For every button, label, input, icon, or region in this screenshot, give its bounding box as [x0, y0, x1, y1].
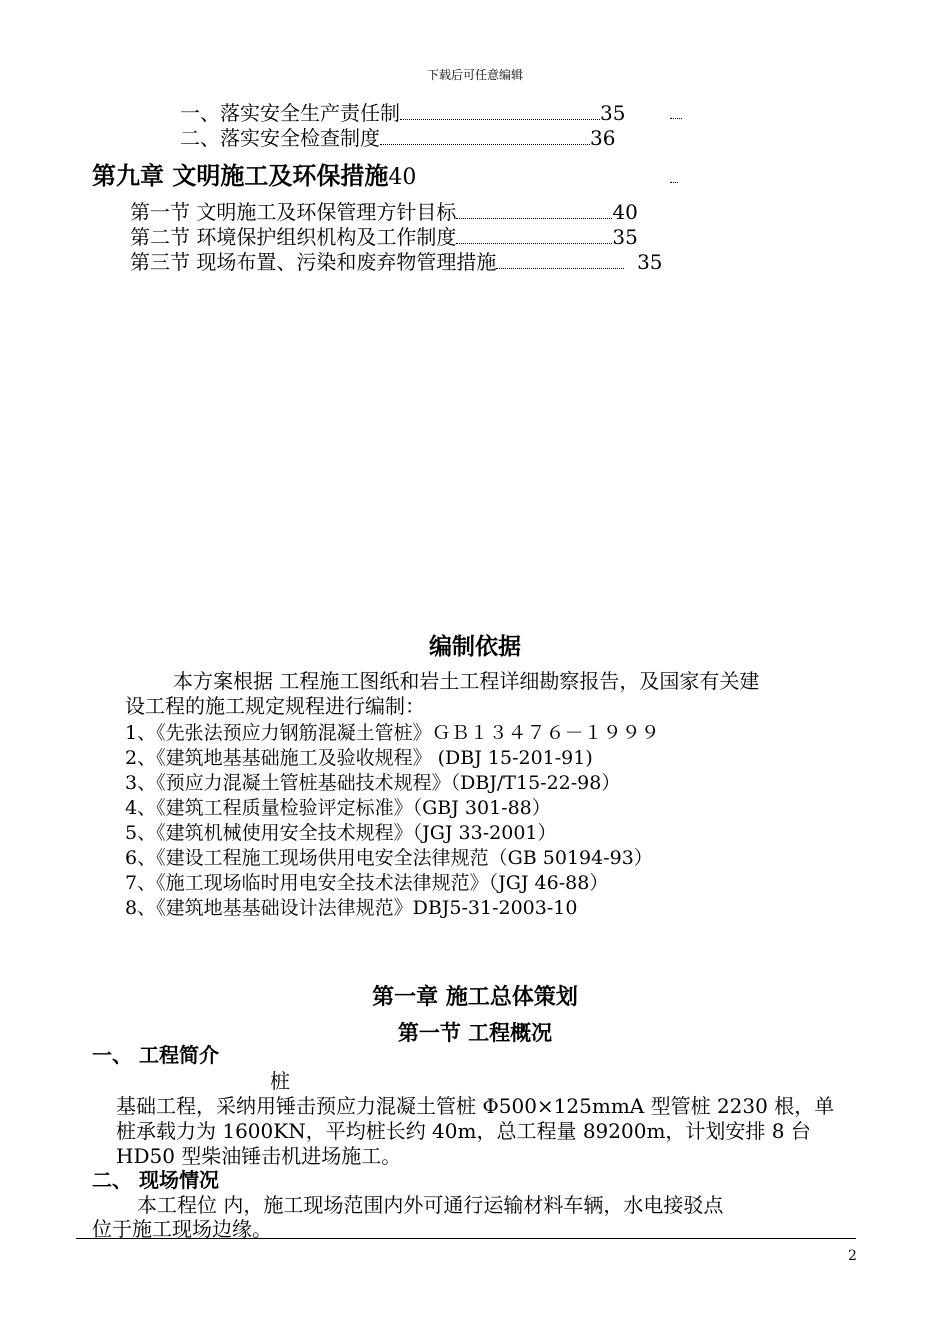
body-text: 本工程位 内，施工现场范围内外可通行运输材料车辆，水电接驳点 [137, 1193, 724, 1217]
toc-item-label: 第九章 文明施工及环保措施 [92, 161, 389, 190]
section-title: 第一节 工程概况 [397, 1020, 553, 1045]
toc-item-label: 第一节 文明施工及环保管理方针目标 [130, 200, 457, 224]
toc-item-page: 40 [388, 165, 417, 190]
basis-list-item: 5、《建筑机械使用安全技术规程》（JGJ 33-2001） [125, 822, 557, 844]
toc-item-label: 二、落实安全检查制度 [180, 126, 380, 150]
subsection-title: 二、 现场情况 [92, 1168, 219, 1192]
toc-item-safety-inspection [180, 122, 615, 151]
toc-leader-dots [380, 128, 590, 145]
toc-section-three [130, 246, 663, 275]
basis-title: 编制依据 [429, 633, 521, 660]
chapter-title: 第一章 施工总体策划 [372, 984, 578, 1010]
toc-leader-dots [456, 202, 612, 219]
footer-divider [76, 1238, 856, 1239]
toc-item-page: 40 [612, 200, 638, 224]
toc-item-label: 一、落实安全生产责任制 [180, 101, 400, 125]
page-header: 下载后可任意编辑 [426, 68, 523, 82]
toc-item-page: 35 [600, 101, 626, 125]
basis-list-item: 3、《预应力混凝土管桩基础技术规程》（DBJ/T15-22-98） [125, 772, 621, 794]
toc-leader-dots [670, 117, 682, 119]
basis-list-item: 1、《先张法预应力钢筋混凝土管桩》ＧＢ１３４７６－１９９９ [125, 722, 660, 744]
toc-leader-dots [496, 252, 624, 269]
basis-intro-line1: 本方案根据 工程施工图纸和岩土工程详细勘察报告，及国家有关建 [173, 669, 760, 693]
toc-chapter-nine [92, 156, 416, 191]
body-text: 位于施工现场边缘。 [92, 1217, 272, 1241]
basis-list-item: 2、《建筑地基基础施工及验收规程》 (DBJ 15-201-91) [125, 747, 593, 769]
body-text: 桩承载力为 1600KN，平均桩长约 40m，总工程量 89200m，计划安排 8 台 [116, 1119, 811, 1143]
toc-item-page: 35 [637, 250, 663, 274]
basis-list-item: 4、《建筑工程质量检验评定标准》（GBJ 301-88） [125, 797, 551, 819]
subsection-title: 一、 工程简介 [92, 1043, 219, 1067]
basis-list-item: 8、《建筑地基基础设计法律规范》DBJ5-31-2003-10 [125, 897, 578, 919]
body-text: HD50 型柴油锤击机进场施工。 [116, 1144, 402, 1168]
basis-list-item: 6、《建设工程施工现场供用电安全法律规范（GB 50194-93） [125, 847, 653, 869]
body-text: 基础工程，采纳用锤击预应力混凝土管桩 Φ500×125mmA 型管桩 2230 根，单 [116, 1094, 835, 1118]
toc-item-page: 36 [590, 126, 616, 150]
body-text: 桩 [270, 1069, 290, 1093]
basis-list-item: 7、《施工现场临时用电安全技术法律规范》（JGJ 46-88） [125, 872, 609, 894]
toc-item-page: 35 [612, 225, 638, 249]
toc-item-label: 第二节 环境保护组织机构及工作制度 [130, 225, 457, 249]
toc-leader-dots [670, 181, 678, 183]
toc-leader-dots [400, 103, 600, 120]
toc-item-label: 第三节 现场布置、污染和废弃物管理措施 [130, 250, 497, 274]
toc-leader-dots [456, 227, 612, 244]
basis-intro-line2: 设工程的施工规定规程进行编制： [125, 694, 425, 718]
page-number: 2 [848, 1248, 857, 1264]
